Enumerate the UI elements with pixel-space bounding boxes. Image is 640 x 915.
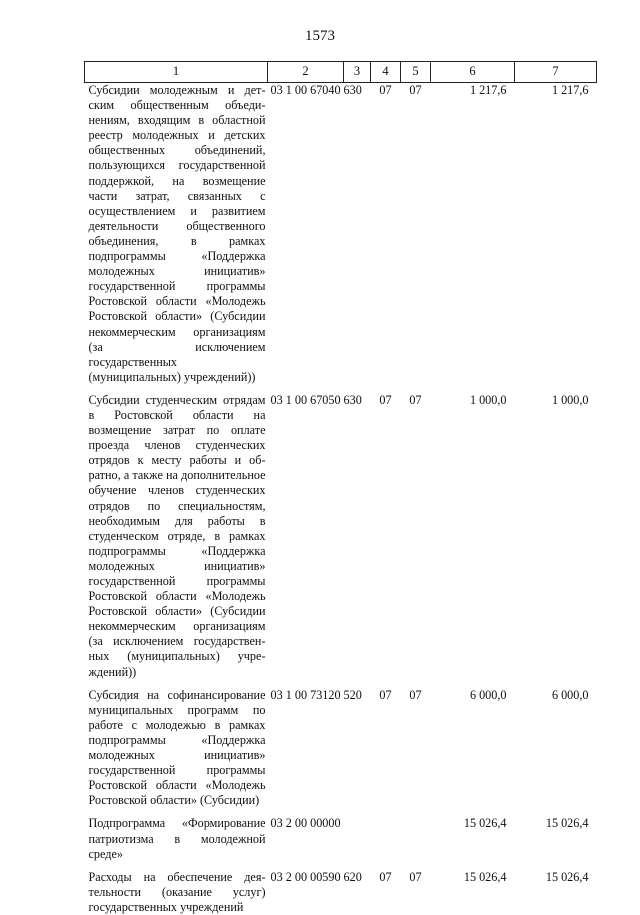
row-code: 03 2 00 00590 — [270, 869, 341, 884]
row-description: Расходы на обеспечение деятельности (оказание услуг) государственных учреждений — [88, 869, 266, 914]
row-subsection: 07 — [409, 869, 422, 884]
row-amount-1: 15 026,4 — [463, 869, 507, 884]
header-row — [85, 62, 597, 83]
table-row — [85, 83, 597, 393]
row-subsection: 07 — [409, 83, 422, 97]
row-code: 03 2 00 00000 — [270, 816, 341, 831]
row-section: 07 — [379, 83, 392, 97]
table-body — [85, 83, 597, 915]
column-header-7: 7 — [515, 62, 597, 83]
row-code: 03 1 00 67050 — [270, 392, 341, 407]
row-amount-1: 6 000,0 — [469, 687, 507, 702]
row-expense-type: 630 — [343, 83, 362, 97]
row-description: Субсидия на софинансирование муниципальных программ по работе с молодежью в рамках подпрограммы «Поддержка молодежных инициатив» государственной программы Ростовской области «Молодежь Ростовской области» (Субсидии) — [88, 687, 266, 808]
row-amount-2: 6 000,0 — [551, 687, 589, 702]
row-subsection: 07 — [409, 392, 422, 407]
table-row — [85, 393, 597, 688]
row-amount-2: 15 026,4 — [545, 816, 589, 831]
row-amount-2: 1 000,0 — [551, 392, 589, 407]
column-header-2: 2 — [268, 62, 344, 83]
row-expense-type: 520 — [343, 687, 362, 702]
row-amount-1: 1 217,6 — [469, 83, 507, 97]
row-code: 03 1 00 67040 — [270, 83, 341, 97]
table-row — [85, 870, 597, 915]
row-section: 07 — [379, 869, 392, 884]
table-row — [85, 688, 597, 817]
row-description: Субсидии молодежным и детским общественным объединениям, входящим в областной реестр молодежных и детских общественных объединений, пользующихся государственной поддержкой, на возмещение части затрат, связанных с осуществлением и развитием деятельности общественного объединения, в рамках подпрограммы «Поддержка молодежных инициатив» государственной программы Ростовской области «Молодежь Ростовской области» (Субсидии некоммерческим организациям (за исключением государственных (муниципальных) учреждений)) — [88, 83, 266, 384]
row-expense-type — [344, 816, 371, 869]
budget-table — [84, 61, 597, 915]
column-header-1: 1 — [85, 62, 268, 83]
row-expense-type: 620 — [343, 869, 362, 884]
table-row — [85, 816, 597, 869]
page-number: 1573 — [305, 28, 335, 44]
row-amount-2: 15 026,4 — [545, 869, 589, 884]
column-header-6: 6 — [431, 62, 515, 83]
table-header — [85, 62, 597, 83]
row-description: Подпрограмма «Формирование патриотизма в молодежной среде» — [88, 816, 266, 861]
row-amount-2: 1 217,6 — [551, 83, 589, 97]
row-section: 07 — [379, 392, 392, 407]
column-header-3: 3 — [344, 62, 371, 83]
row-subsection — [401, 816, 431, 869]
row-description: Субсидии студенческим отрядам в Ростовской области на возмещение затрат по оплате проезда членов студенческих отрядов к месту работы и обратно, а также на дополнительное обучение членов студенческих отрядов по специальностям, необходимым для работы в студенческом отряде, в рамках подпрограммы «Поддержка молодежных инициатив» государственной программы Ростовской области «Молодежь Ростовской области» (Субсидии некоммерческим организациям (за исключением государственных (муниципальных) учреждений)) — [88, 392, 266, 679]
row-expense-type: 630 — [343, 392, 362, 407]
row-amount-1: 15 026,4 — [463, 816, 507, 831]
row-amount-1: 1 000,0 — [469, 392, 507, 407]
row-subsection: 07 — [409, 687, 422, 702]
column-header-5: 5 — [401, 62, 431, 83]
row-code: 03 1 00 73120 — [270, 687, 341, 702]
column-header-4: 4 — [371, 62, 401, 83]
row-section — [371, 816, 401, 869]
row-section: 07 — [379, 687, 392, 702]
